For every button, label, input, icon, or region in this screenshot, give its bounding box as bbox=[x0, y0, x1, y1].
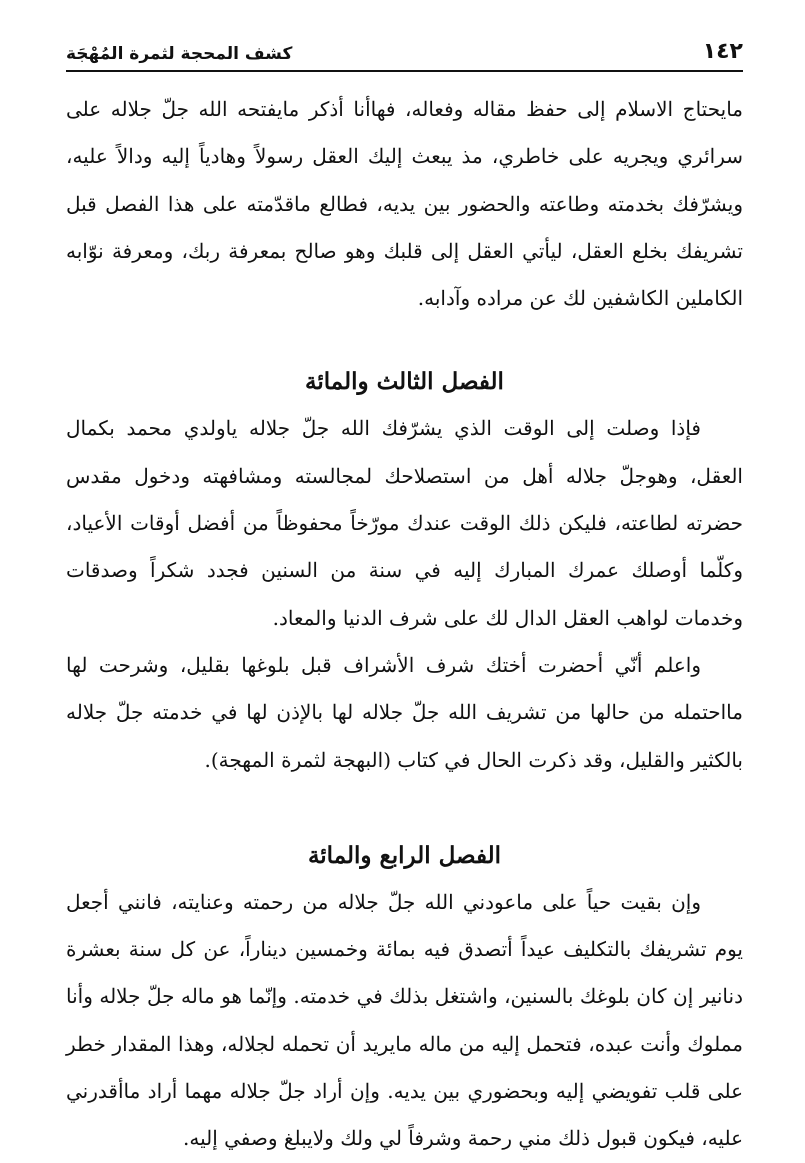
section-heading-104: الفصل الرابع والمائة bbox=[307, 841, 502, 869]
paragraph-section-104: وإن بقيت حياً على ماعودني الله جلّ جلاله من رحمته وعنايته، فانني أجعل يوم تشريفك بالتكليف عيداً أتصدق فيه بمائة وخمسين ديناراً، عن كل سنة بعشرة دنانير إن كان بلوغك بالسنين، واشتغل بذلك في خدمته. وإنّما هو ماله جلّ جلاله وأنا مملوك وأنت عبده، فتحمل إليه من ماله مايريد أن تحمله لجلاله، وهذا المقدار خطر على قلب تفويضي إليه وبحضوري بين يديه. وإن أراد جلّ جلاله مهما أراد ماأقدرني عليه، فيكون قبول ذلك مني رحمة وشرفاً لي ولك ولايبلغ وصفي إليه. bbox=[66, 889, 744, 1151]
paragraph-intro: مايحتاج الاسلام إلى حفظ مقاله وفعاله، فهاأنا أذكر مايفتحه الله جلّ جلاله على سرائري ويجريه على خاطري، مذ يبعث إليك العقل رسولاً وهادياً إليه ودالاً عليه، ويشرّفك بخدمته وطاعته والحضور بين يديه، فطالع ماقدّمته على هذا الفصل قبل تشريفك بخلع العقل، ليأتي العقل إلى قلبك وهو صالح بمعرفة ربك، ومعرفة نوّابه الكاملين الكاشفين لك عن مراده وآدابه. bbox=[66, 97, 743, 311]
section-heading-103: الفصل الثالث والمائة bbox=[305, 368, 504, 396]
paragraph-section-103-b: واعلم أنّي أحضرت أختك شرف الأشراف قبل بلوغها بقليل، وشرحت لها مااحتمله من حالها من تشريف الله جلّ جلاله لها بالإذن لها في خدمته جلّ جلاله بالكثير والقليل، وقد ذكرت الحال في كتاب (البهجة لثمرة المهجة). bbox=[66, 652, 743, 772]
running-title: كشف المحجة لثمرة المُهْجَة bbox=[66, 44, 293, 64]
page-header bbox=[66, 28, 743, 64]
header-rule bbox=[66, 70, 743, 72]
paragraph-section-103-a: فإذا وصلت إلى الوقت الذي يشرّفك الله جلّ جلاله ياولدي محمد بكمال العقل، وهوجلّ جلاله أهل من استصلاحك لمجالسته ومشافهته ودخول مقدس حضرته لطاعته، فليكن ذلك الوقت عندك مورّخاً محفوظاً من أفضل أوقات الأعياد، وكلّما أوصلك عمرك المبارك إليه في سنة من السنين فجدد شكراً وصدقات وخدمات لواهب العقل الدال لك على شرف الدنيا والمعاد. bbox=[66, 416, 743, 630]
page-number: ١٤٢ bbox=[702, 39, 743, 64]
